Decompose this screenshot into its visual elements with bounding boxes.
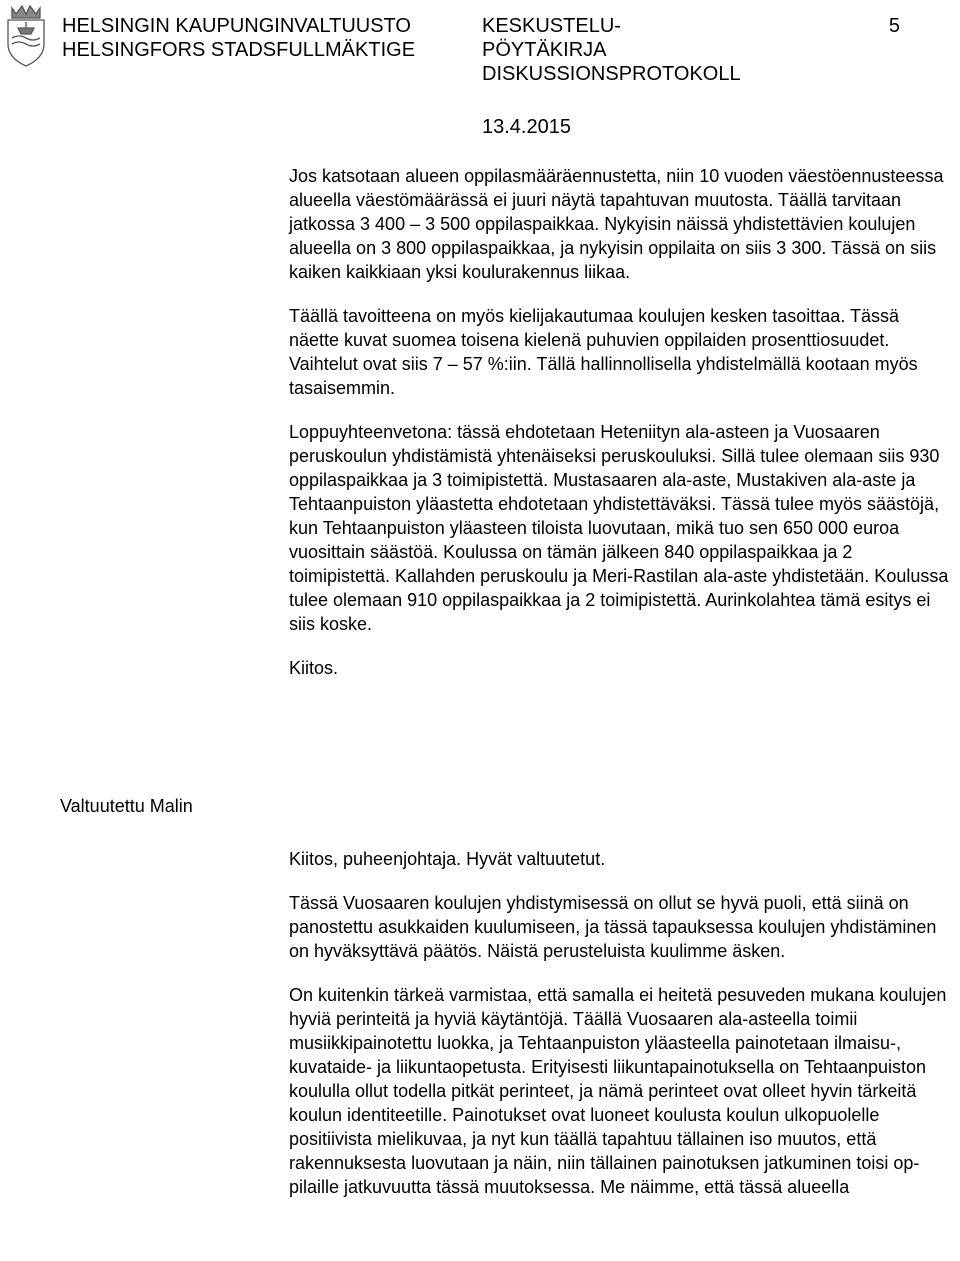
header-document-type [482,14,741,86]
helsinki-crest-logo [0,0,52,70]
organization-name-finnish: HELSINGIN KAUPUNGINVALTUUSTO [62,15,411,37]
paragraph: Jos katsotaan alueen oppilasmääräennustetta, niin 10 vuoden väestöennusteessa alueella väestömäärässä ei juuri näytä tapahtuvan muutosta. Täällä tarvitaan jatkossa 3 400 – 3 500 oppilaspaikkaa. Nykyisin näissä yhdistettävien koulujen alueella on 3 800 oppilaspaikkaa, ja nykyisin oppilaita on siis 3 300. Tässä on siis kaiken kaikkiaan yksi koulurakennus liikaa. [289,166,944,282]
paragraph: Täällä tavoitteena on myös kielijakautumaa koulujen kesken tasoittaa. Tässä näette kuvat suomea toisena kielenä puhuvien oppilaiden prosenttiosuudet. Vaihtelut ovat siis 7 – 57 %:iin. Tällä hallinnollisella yhdistelmällä kootaan myös tasaisemmin. [289,306,918,398]
organization-name-swedish: HELSINGFORS STADSFULLMÄKTIGE [62,39,416,61]
page-number: 5 [888,15,900,37]
paragraph: Kiitos. [289,658,339,678]
speaker-name: Valtuutettu Malin [60,796,193,816]
header-organization [62,14,415,62]
speech-section-1 [289,164,949,700]
doc-type-line-3: DISKUSSIONSPROTOKOLL [482,63,741,85]
paragraph: Loppuyhteenvetona: tässä ehdotetaan Heteniityn ala-asteen ja Vuosaaren peruskoulun yhdistämistä yhtenäiseksi peruskouluksi. Sillä tulee olemaan siis 930 oppilaspaikkaa ja 3 toimipistettä. Mustasaaren ala-aste, Mustakiven ala-aste ja Tehtaanpuiston yläastetta ehdotetaan yhdistettäväksi. Tässä tulee myös säästöjä, kun Tehtaanpuiston yläasteen tiloista luovutaan, mikä tuo sen 650 000 euroa vuosittain säästöä. Koulussa on tämän jälkeen 840 oppilaspaikkaa ja 2 toimipistettä. Kallahden peruskoulu ja Meri-Rastilan ala-aste yhdistetään. Koulussa tulee olemaan 910 oppilaspaikkaa ja 2 toimipistettä. Aurinkolahtea tämä esitys ei siis koske. [289,422,949,634]
paragraph: Tässä Vuosaaren koulujen yhdistymisessä on ollut se hyvä puoli, että siinä on panostettu asukkaiden kuulumiseen, ja tässä tapauksessa koulujen yhdistäminen on hyväksyttävä päätös. Näistä perusteluista kuulimme äsken. [289,893,937,961]
document-date: 13.4.2015 [482,116,571,138]
paragraph: On kuitenkin tärkeä varmistaa, että samalla ei heitetä pesuveden mukana koulujen hyviä perinteitä ja hyviä käytäntöjä. Täällä Vuosaaren ala-asteella toimii musiikkipainotettu luokka, ja Tehtaanpuiston yläasteella painotetaan ilmaisu-, kuvataide- ja liikuntaopetusta. Erityisesti liikuntapainotuksella on Tehtaanpuiston koululla ollut todella pitkät perinteet, ja nämä perinteet ovat olleet hyvin tärkeitä koulun identiteetille. Painotukset ovat luoneet koulusta koulun ulkopuolelle positiivista mielikuvaa, ja nyt kun täällä tapahtuu tällainen iso muutos, että rakennuksesta luovutaan ja näin, niin tällainen painotuksen jatkuminen toisi oppilaille jatkuvuutta tässä muutoksessa. Me näimme, että tässä alueella [289,985,947,1197]
speech-section-2 [289,847,949,1219]
doc-type-line-1: KESKUSTELU- [482,15,621,37]
doc-type-line-2: PÖYTÄKIRJA [482,39,607,61]
paragraph: Kiitos, puheenjohtaja. Hyvät valtuutetut. [289,849,606,869]
